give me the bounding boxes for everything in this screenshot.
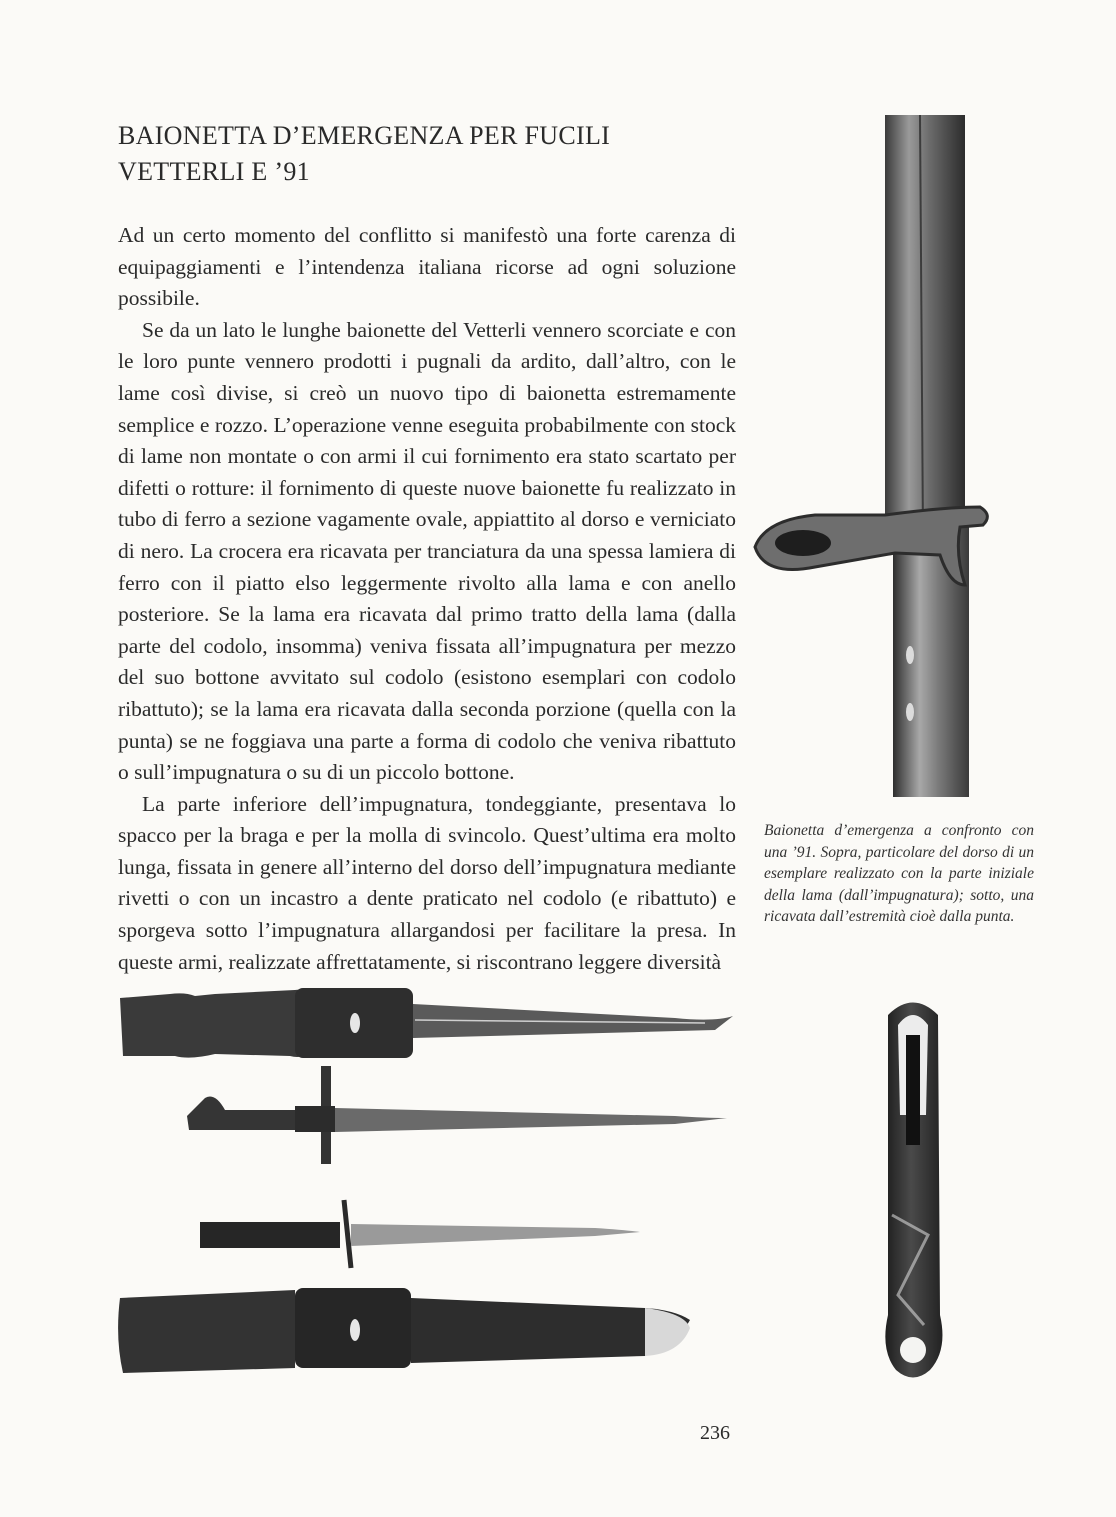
photo-caption: Baionetta d’emergenza a confronto con una ’91. Sopra, particolare del dorso di un esemplare realizzato con la parte iniziale della lama (dall’impugnatura); sotto, una ricavata dall’estremità cioè dalla punta. [764, 822, 1034, 925]
chapter-title [118, 118, 718, 190]
bayonet-4 [118, 1288, 690, 1373]
paragraph-3: La parte inferiore dell’impugnatura, tondeggiante, presentava lo spacco per la braga e per la molla di svincolo. Quest’ultima era molto lunga, fissata in genere all’interno del dorso dell’impugnatura mediante rivetti o con un incastro a dente praticato nel codolo (e ribattuto) e sporgeva sotto l’impugnatura allargandosi per facilitare la presa. In queste armi, realizzate affrettatamente, si riscontrano leggere diversità [118, 791, 736, 974]
title-line-1: BAIONETTA D’EMERGENZA PER FUCILI [118, 121, 611, 150]
blade-shape [885, 115, 965, 535]
photo-bayonets-comparison [115, 968, 745, 1388]
bayonet-3 [200, 1200, 640, 1268]
title-line-2: VETTERLI E ’91 [118, 157, 310, 186]
paragraph-2: Se da un lato le lunghe baionette del Vetterli vennero scorciate e con le loro punte vennero prodotti i pugnali da ardito, dall’altro, con le lame così divise, si creò un nuovo tipo di baionetta estremamente semplice e rozzo. L’operazione venne eseguita probabilmente con stock di lame non montate o con armi il cui fornimento era stato scartato per difetti o rotture: il fornimento di queste nuove baionette fu realizzato in tubo di ferro a sezione vagamente ovale, appiattito al dorso e verniciato di nero. La crocera era ricavata per tranciatura da una spessa lamiera di ferro con il piatto elso leggermente rivolto alla lama e con anello posteriore. Se la lama era ricavata dal primo tratto della lama (dalla parte del codolo, insomma) veniva fissata all’impugnatura per mezzo del suo bottone avvitato sul codolo (esistono esemplari con codolo ribattuto); se la lama era ricavata dalla seconda porzione (quella con la punta) se ne foggiava una parte a forma di codolo che veniva ribattuto o sull’impugnatura o su di un piccolo bottone. [118, 317, 736, 785]
body-text [118, 220, 736, 978]
guard-ring-hole [775, 530, 831, 556]
bayonet-2 [187, 1066, 727, 1164]
bayonet-1 [120, 988, 733, 1058]
photo-grip-back [868, 995, 958, 1385]
paragraph-1: Ad un certo momento del conflitto si manifestò una forte carenza di equipaggiamenti e l’intendenza italiana ricorse ad ogni soluzione possibile. [118, 223, 736, 311]
page-number: 236 [700, 1422, 730, 1444]
photo-crossguard-detail [745, 115, 1050, 800]
